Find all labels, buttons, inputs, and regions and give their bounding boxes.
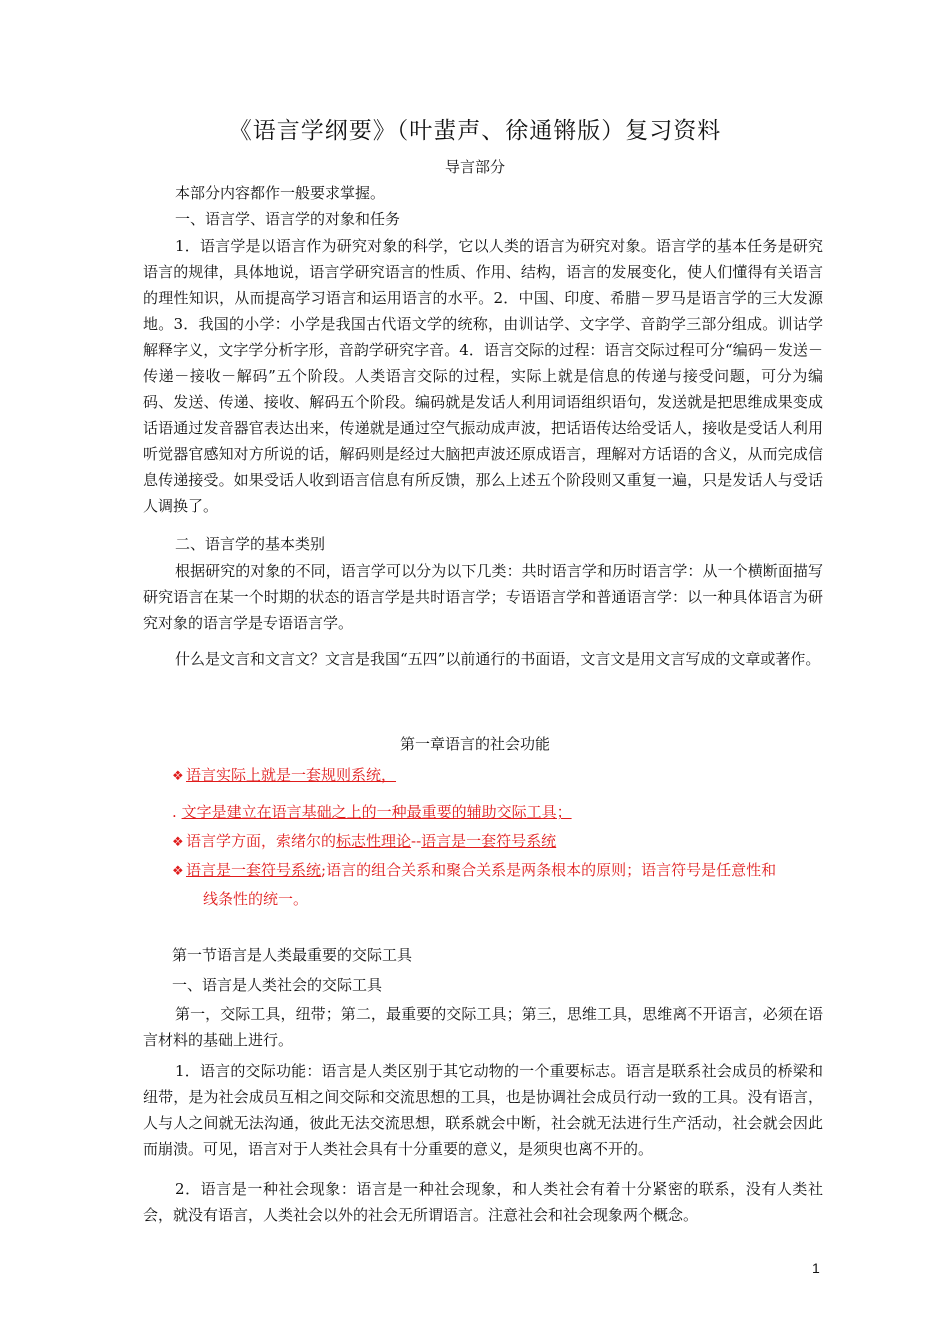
paragraph-function-1: 1．语言的交际功能：语言是人类区别于其它动物的一个重要标志。语言是联系社会成员的桥梁和纽带，是为社会成员互相之间交际和交流思想的工具，也是协调社会成员行动一致的工具。没有语言，人与人之间就无法沟通，彼此无法交流思想，联系就会中断，社会就无法进行生产活动，社会就会因此而崩溃。可见，语言对于人类社会具有十分重要的意义，是须臾也离不开的。 — [143, 1062, 823, 1158]
bullet-item-4-continuation: 线条性的统一。 — [203, 890, 309, 908]
section-heading-2: 二、语言学的基本类别 — [175, 535, 326, 553]
paragraph-function-2: 2．语言是一种社会现象：语言是一种社会现象，和人类社会有着十分紧密的联系，没有人类社会，就没有语言，人类社会以外的社会无所谓语言。注意社会和社会现象两个概念。 — [143, 1180, 823, 1224]
paragraph-wenyan: 什么是文言和文言文？文言是我国“五四”以前通行的书面语，文言文是用文言写成的文章或著作。 — [175, 650, 821, 668]
page-number: 1 — [812, 1260, 820, 1276]
bullet-item-2 — [172, 799, 572, 825]
bullet-1-text: 语言实际上就是一套规则系统， — [186, 766, 397, 784]
bullet-2-mark: . — [172, 803, 177, 821]
paragraph-part-1: 第一，交际工具，纽带；第二，最重要的交际工具；第三，思维工具，思维离不开语言，必须在语言材料的基础上进行。 — [143, 1005, 823, 1049]
chapter-1-heading: 第一章语言的社会功能 — [399, 735, 550, 753]
paragraph-section-2: 根据研究的对象的不同，语言学可以分为以下几类：共时语言学和历时语言学：从一个横断面描写研究语言在某一个时期的状态的语言学是共时语言学；专语语言学和普通语言学：以一种具体语言为研究对象的语言学是专语语言学。 — [143, 562, 823, 632]
part-heading-1: 一、语言是人类社会的交际工具 — [172, 976, 383, 994]
diamond-bullet-icon: ❖ — [172, 864, 184, 879]
section-1-heading: 第一节语言是人类最重要的交际工具 — [172, 946, 413, 964]
bullet-item-1 — [172, 762, 396, 790]
bullet-3-prefix: 语言学方面，索绪尔的 — [186, 832, 337, 850]
intro-heading: 导言部分 — [444, 158, 505, 176]
paragraph-section-1: 1．语言学是以语言作为研究对象的科学，它以人类的语言为研究对象。语言学的基本任务是研究语言的规律，具体地说，语言学研究语言的性质、作用、结构，语言的发展变化，使人们懂得有关语言的理性知识，从而提高学习语言和运用语言的水平。2．中国、印度、希腊－罗马是语言学的三大发源地。3．我国的小学：小学是我国古代语文学的统称，由训诂学、文字学、音韵学三部分组成。训诂学解释字义，文字学分析字形，音韵学研究字音。4．语言交际的过程：语言交际过程可分“编码－发送－传递－接收－解码”五个阶段。人类语言交际的过程，实际上就是信息的传递与接受问题，可分为编码、发送、传递、接收、解码五个阶段。编码就是发话人利用词语组织语句，发送就是把思维成果变成话语通过发音器官表达出来，传递就是通过空气振动成声波，把话语传达给受话人，接收是受话人利用听觉器官感知对方所说的话，解码则是经过大脑把声波还原成语言，理解对方话语的含义，从而完成信息传递接受。如果受话人收到语言信息有所反馈，那么上述五个阶段则又重复一遍，只是发话人与受话人调换了。 — [143, 237, 823, 515]
bullet-item-4 — [172, 857, 822, 885]
diamond-bullet-icon: ❖ — [172, 835, 184, 850]
bullet-2-text: 文字是建立在语言基础之上的一种最重要的辅助交际工具； — [181, 803, 572, 821]
diamond-bullet-icon: ❖ — [172, 769, 184, 784]
bullet-item-3 — [172, 828, 556, 856]
bullet-3-dash: -- — [411, 832, 422, 850]
paragraph-requirement: 本部分内容都作一般要求掌握。 — [175, 184, 386, 202]
bullet-3-underlined-2: 语言是一套符号系统 — [421, 832, 557, 850]
bullet-3-underlined-1: 标志性理论 — [336, 832, 412, 850]
bullet-4-text: ;语言的组合关系和聚合关系是两条根本的原则；语言符号是任意性和 — [321, 861, 777, 879]
bullet-4-underlined: 语言是一套符号系统 — [186, 861, 322, 879]
document-title: 《语言学纲要》（叶蜚声、徐通锵版）复习资料 — [228, 118, 722, 144]
section-heading-1: 一、语言学、语言学的对象和任务 — [175, 210, 401, 228]
